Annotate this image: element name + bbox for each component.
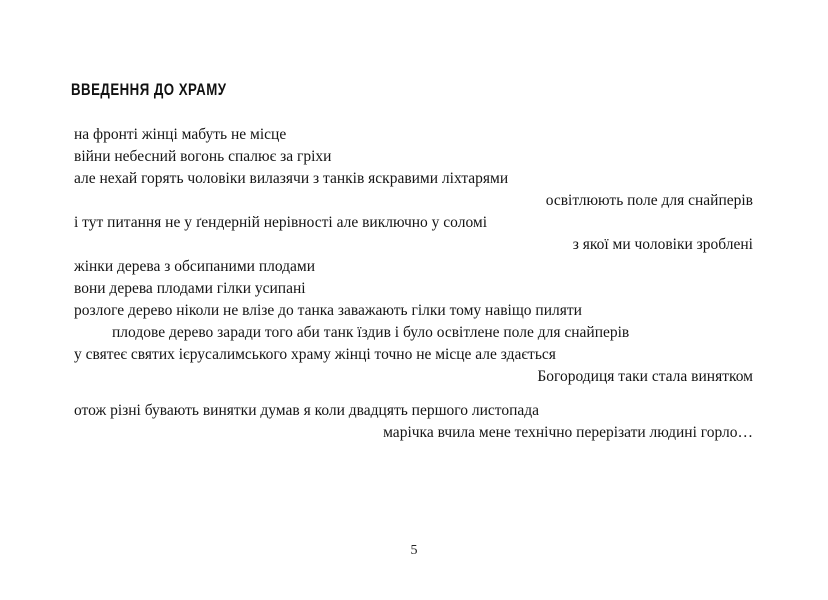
poem-stanza-2 (0, 400, 828, 444)
poem-line: вони дерева плодами гілки усипані (74, 280, 306, 297)
page-number: 5 (410, 543, 418, 558)
poem-line: жінки дерева з обсипаними плодами (74, 258, 316, 275)
poem-line: освітлюють поле для снайперів (545, 192, 753, 209)
poem-line: і тут питання не у ґендерній нерівності але виключно у соломі (74, 214, 488, 231)
poem-line: але нехай горять чоловіки вилазячи з танків яскравими ліхтарями (74, 170, 509, 187)
poem-line: розлоге дерево ніколи не влізе до танка заважають гілки тому навіщо пиляти (74, 302, 582, 319)
page-title: ВВЕДЕННЯ ДО ХРАМУ (71, 80, 227, 99)
poem-line: марічка вчила мене технічно перерізати людині горло… (383, 424, 753, 441)
poem-line: Богородиця таки стала винятком (537, 368, 753, 385)
poem-line: на фронті жінці мабуть не місце (74, 126, 287, 143)
poem-line: отож різні бувають винятки думав я коли двадцять першого листопада (74, 402, 540, 419)
poem-line: у святеє святих ієрусалимського храму жінці точно не місце але здається (74, 346, 556, 363)
poem-line: плодове дерево заради того аби танк їздив і було освітлене поле для снайперів (112, 324, 630, 341)
poem-stanza-1 (0, 124, 828, 388)
poem-line: війни небесний вогонь спалює за гріхи (74, 148, 332, 165)
poem-line: з якої ми чоловіки зроблені (572, 236, 753, 253)
